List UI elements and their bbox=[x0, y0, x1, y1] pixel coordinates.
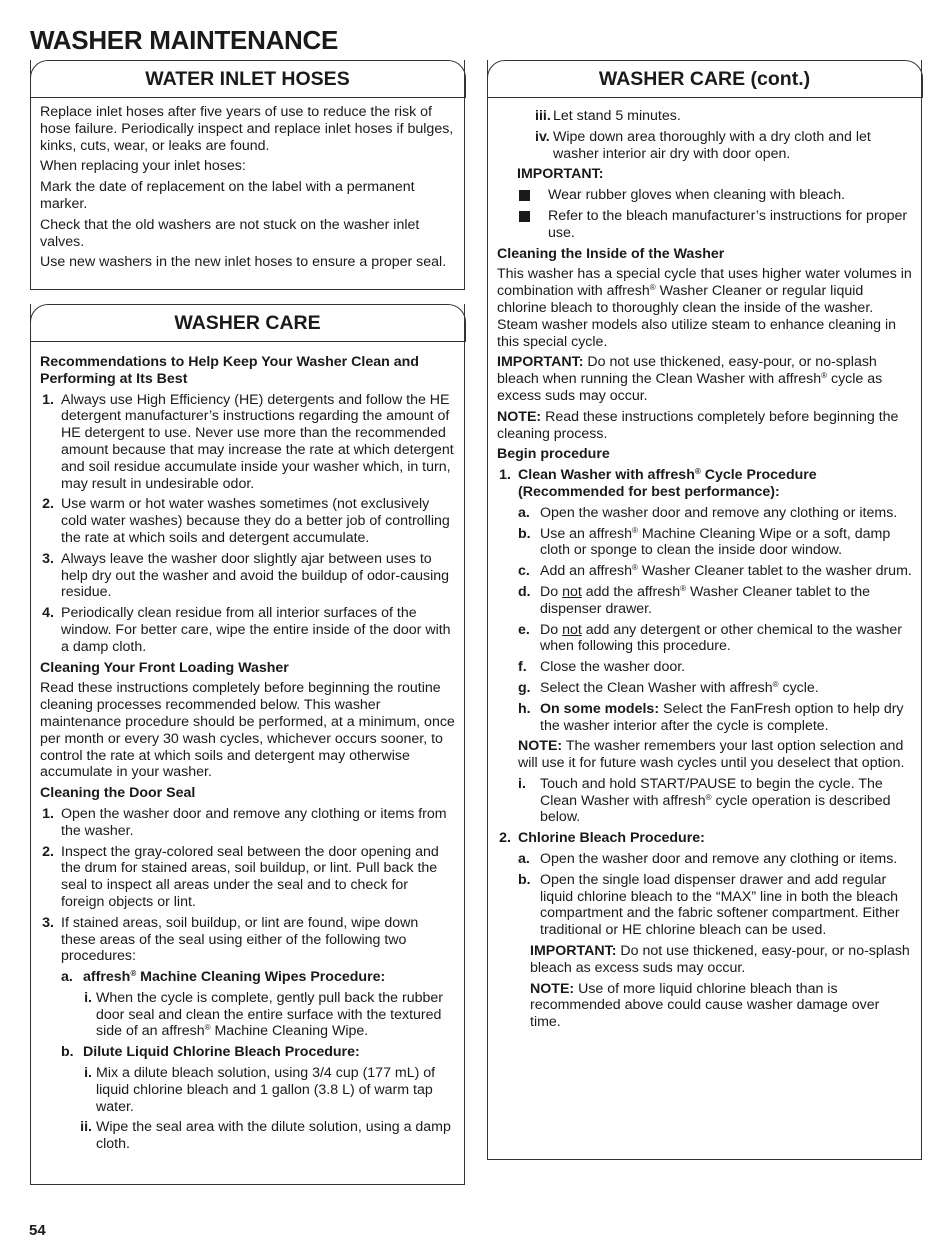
water-inlet-hoses-section bbox=[30, 60, 465, 290]
item-text: Wipe down area thoroughly with a dry cloth and let washer interior air dry with door open. bbox=[553, 128, 871, 162]
item-letter: a. bbox=[518, 851, 530, 868]
item-roman: i. bbox=[84, 1065, 92, 1082]
paragraph: This washer has a special cycle that uses higher water volumes in combination with affresh® Washer Cleaner or regular liquid chlorine bleach to thoroughly clean the inside of the washer. Steam washer models also utilize steam to enhance cleaning in this special cycle. bbox=[497, 266, 912, 350]
item-text: Dilute Liquid Chlorine Bleach Procedure: bbox=[83, 1044, 360, 1061]
item-text: Always use High Efficiency (HE) detergents and follow the HE detergent manufacturer’s instructions regarding the amount of HE detergent to use. Never use more than the recommended amount because that may increase the rate at which detergent and soil residue accumulate inside your washer which, in turn, may result in undesirable odor. bbox=[61, 391, 454, 492]
item-number: 1. bbox=[499, 467, 511, 484]
list-item bbox=[40, 1065, 455, 1115]
washer-care-cont-section bbox=[487, 60, 922, 1160]
item-text: Use an affresh® Machine Cleaning Wipe or a soft, damp cloth or sponge to clean the inside door window. bbox=[540, 525, 891, 559]
bullet-item bbox=[497, 187, 912, 204]
item-text: When the cycle is complete, gently pull back the rubber door seal and clean the entire surface with the textured side of an affresh® Machine Cleaning Wipe. bbox=[96, 989, 443, 1040]
item-text: Refer to the bleach manufacturer’s instructions for proper use. bbox=[548, 207, 908, 241]
item-letter: d. bbox=[518, 583, 531, 600]
item-text: Clean Washer with affresh® Cycle Procedure (Recommended for best performance): bbox=[518, 467, 817, 500]
list-item bbox=[497, 505, 912, 522]
item-letter: g. bbox=[518, 679, 531, 696]
list-item bbox=[497, 563, 912, 580]
paragraph: NOTE: The washer remembers your last option selection and will use it for future wash cycles until you deselect that option. bbox=[518, 738, 905, 772]
paragraph: Replace inlet hoses after five years of use to reduce the risk of hose failure. Periodically inspect and replace inlet hoses if bulges, kinks, cuts, wear, or leaks are found. bbox=[40, 104, 454, 154]
item-number: 2. bbox=[42, 843, 54, 860]
item-letter: e. bbox=[518, 621, 530, 638]
list-item bbox=[497, 701, 912, 735]
list-item bbox=[40, 1044, 455, 1061]
list-item bbox=[40, 605, 455, 655]
paragraph: NOTE: Use of more liquid chlorine bleach than is recommended above could cause washer damage over time. bbox=[530, 980, 880, 1031]
item-text: If stained areas, soil buildup, or lint are found, wipe down these areas of the seal using either of the following two procedures: bbox=[61, 914, 419, 965]
item-number: 3. bbox=[42, 550, 54, 567]
subheading: Recommendations to Help Keep Your Washer Clean and Performing at Its Best bbox=[40, 354, 419, 387]
paragraph: Mark the date of replacement on the label with a permanent marker. bbox=[40, 179, 415, 212]
list-item bbox=[40, 392, 455, 493]
item-letter: a. bbox=[61, 969, 73, 986]
item-text: Wear rubber gloves when cleaning with bleach. bbox=[548, 187, 846, 204]
subheading: Cleaning the Door Seal bbox=[40, 785, 196, 802]
paragraph: Use new washers in the new inlet hoses to ensure a proper seal. bbox=[40, 254, 447, 271]
item-roman: i. bbox=[84, 989, 92, 1006]
item-number: 2. bbox=[499, 830, 511, 847]
list-item bbox=[497, 622, 912, 656]
item-text: affresh® Machine Cleaning Wipes Procedure: bbox=[83, 969, 386, 986]
item-text: Touch and hold START/PAUSE to begin the cycle. The Clean Washer with affresh® cycle operation is described below. bbox=[540, 775, 891, 826]
list-item bbox=[40, 915, 455, 965]
list-item bbox=[497, 830, 912, 847]
list-item bbox=[497, 108, 912, 125]
page-number: 54 bbox=[29, 1222, 46, 1239]
item-text: Use warm or hot water washes sometimes (not exclusively cold water washes) because they do a better job of controlling the rate at which soils and detergent accumulate. bbox=[61, 496, 450, 546]
item-text: Open the washer door and remove any clothing or items from the washer. bbox=[61, 805, 447, 839]
list-item bbox=[40, 551, 455, 601]
list-item bbox=[40, 1119, 455, 1153]
list-item bbox=[497, 680, 912, 697]
subheading: Begin procedure bbox=[497, 446, 610, 463]
item-text: Wipe the seal area with the dilute solution, using a damp cloth. bbox=[96, 1119, 451, 1153]
paragraph: IMPORTANT: Do not use thickened, easy-pour, or no-splash bleach as excess suds may occur. bbox=[530, 943, 910, 976]
list-item bbox=[497, 129, 912, 163]
item-roman: iv. bbox=[535, 128, 550, 145]
list-item bbox=[40, 496, 455, 546]
item-text: Select the Clean Washer with affresh® cycle. bbox=[540, 679, 819, 696]
list-item bbox=[497, 776, 912, 826]
item-text: Do not add any detergent or other chemical to the washer when following this procedure. bbox=[540, 621, 903, 655]
list-item bbox=[40, 806, 455, 840]
section-heading: WASHER CARE bbox=[30, 304, 466, 342]
subheading: Cleaning Your Front Loading Washer bbox=[40, 659, 289, 676]
list-item bbox=[497, 851, 912, 868]
section-heading: WATER INLET HOSES bbox=[30, 60, 466, 98]
item-text: Always leave the washer door slightly ajar between uses to help dry out the washer and avoid the buildup of odor-causing residue. bbox=[61, 550, 450, 601]
item-number: 1. bbox=[42, 391, 54, 408]
item-text: Open the washer door and remove any clothing or items. bbox=[540, 851, 898, 868]
section-heading: WASHER CARE (cont.) bbox=[487, 60, 923, 98]
item-roman: iii. bbox=[535, 108, 551, 124]
item-text: Let stand 5 minutes. bbox=[553, 108, 681, 124]
item-letter: h. bbox=[518, 700, 531, 717]
page-title: WASHER MAINTENANCE bbox=[30, 25, 339, 55]
list-item bbox=[497, 872, 912, 939]
list-item bbox=[40, 969, 455, 986]
item-roman: ii. bbox=[80, 1119, 92, 1136]
item-letter: b. bbox=[518, 525, 531, 542]
item-text: Open the single load dispenser drawer and add regular liquid chlorine bleach to the “MAX” line in both the bleach compartment and the fabric softener compartment. Either traditional or HE chlorine bleach can be used. bbox=[540, 871, 900, 939]
list-item bbox=[497, 659, 912, 676]
item-letter: b. bbox=[518, 871, 531, 888]
important-label: IMPORTANT: bbox=[517, 166, 604, 183]
item-text: Periodically clean residue from all interior surfaces of the window. For better care, wipe the entire inside of the door with a damp cloth. bbox=[61, 605, 451, 655]
item-letter: c. bbox=[518, 563, 530, 580]
square-bullet-icon bbox=[519, 190, 530, 201]
list-item bbox=[497, 467, 912, 501]
paragraph: NOTE: Read these instructions completely before beginning the cleaning process. bbox=[497, 408, 899, 442]
washer-care-section bbox=[30, 304, 465, 1185]
bullet-item bbox=[497, 208, 912, 242]
item-roman: i. bbox=[518, 775, 526, 792]
item-letter: a. bbox=[518, 504, 530, 521]
paragraph: When replacing your inlet hoses: bbox=[40, 158, 246, 175]
item-number: 1. bbox=[42, 805, 54, 822]
item-text: On some models: Select the FanFresh option to help dry the washer interior after the cycle is complete. bbox=[540, 700, 904, 734]
list-item bbox=[40, 990, 455, 1040]
item-letter: b. bbox=[61, 1044, 74, 1061]
square-bullet-icon bbox=[519, 211, 530, 222]
paragraph: Read these instructions completely before beginning the routine cleaning processes recommended below. This washer maintenance procedure should be performed, at a minimum, once per month or every 30 wash cycles, whichever occurs sooner, to control the rate at which soils and detergent may otherwise accumulate in your washer. bbox=[40, 680, 455, 781]
subheading: Cleaning the Inside of the Washer bbox=[497, 245, 725, 262]
item-text: Mix a dilute bleach solution, using 3/4 cup (177 mL) of liquid chlorine bleach and 1 gallon (3.8 L) of warm tap water. bbox=[96, 1065, 436, 1115]
item-text: Add an affresh® Washer Cleaner tablet to the washer drum. bbox=[540, 563, 912, 580]
item-number: 4. bbox=[42, 605, 54, 622]
list-item bbox=[497, 526, 912, 560]
paragraph: IMPORTANT: Do not use thickened, easy-pour, or no-splash bleach when running the Clean Washer with affresh® cycle as excess suds may occur. bbox=[497, 354, 883, 404]
item-text: Close the washer door. bbox=[540, 659, 686, 676]
list-item bbox=[40, 844, 455, 911]
paragraph: Check that the old washers are not stuck on the washer inlet valves. bbox=[40, 216, 420, 250]
item-text: Chlorine Bleach Procedure: bbox=[518, 830, 705, 847]
item-number: 2. bbox=[42, 496, 54, 513]
item-number: 3. bbox=[42, 914, 54, 931]
item-text: Do not add the affresh® Washer Cleaner tablet to the dispenser drawer. bbox=[540, 583, 871, 617]
list-item bbox=[497, 584, 912, 618]
item-text: Open the washer door and remove any clothing or items. bbox=[540, 504, 898, 521]
item-text: Inspect the gray-colored seal between the door opening and the drum for stained areas, soil buildup, or lint. Pull back the seal to inspect all areas under the seal and to check for foreign objects or lint. bbox=[61, 843, 439, 910]
item-letter: f. bbox=[518, 659, 527, 676]
